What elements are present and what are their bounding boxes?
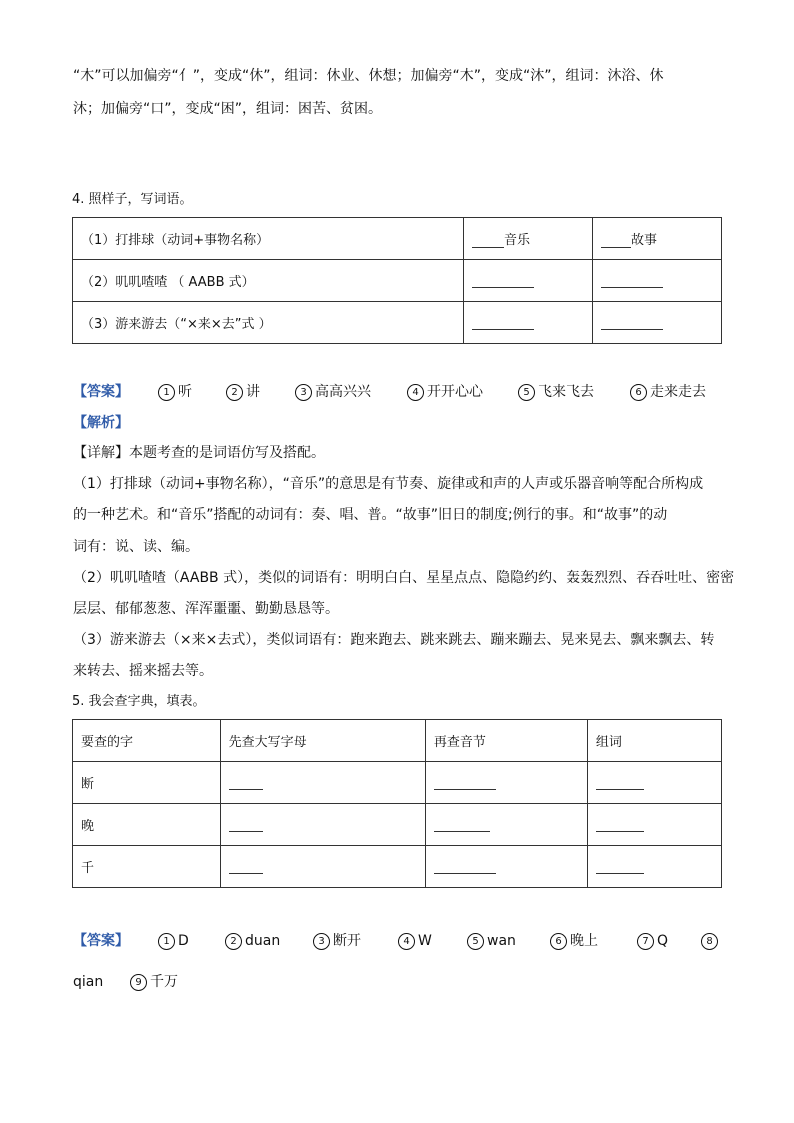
blank[interactable] bbox=[229, 775, 263, 790]
circle-number-icon: 8 bbox=[701, 933, 718, 950]
circle-number-icon: 4 bbox=[407, 384, 424, 401]
q5-cell bbox=[220, 762, 425, 804]
q5-answer-7 bbox=[637, 931, 668, 951]
blank[interactable] bbox=[229, 817, 263, 832]
q4-answer-4 bbox=[407, 382, 483, 402]
answer-text: 飞来飞去 bbox=[538, 384, 594, 400]
q4-row-3-cell-2 bbox=[593, 302, 722, 344]
q4-answer-3 bbox=[295, 382, 371, 402]
blank[interactable] bbox=[601, 273, 663, 288]
circle-number-icon: 6 bbox=[550, 933, 567, 950]
q4-row-1-cell-1 bbox=[464, 218, 593, 260]
q5-title: 5. 我会查字典，填表。 bbox=[72, 694, 206, 709]
q4-row-2-cell-1 bbox=[464, 260, 593, 302]
answer-text: 晚上 bbox=[570, 933, 598, 949]
q5-row bbox=[73, 804, 722, 846]
answer-text: D bbox=[178, 933, 189, 949]
q4-answer-5 bbox=[518, 382, 594, 402]
answer-text: 听 bbox=[178, 384, 192, 400]
answer-text: 走来走去 bbox=[650, 384, 706, 400]
circle-number-icon: 5 bbox=[467, 933, 484, 950]
q5-header-cell: 再查音节 bbox=[425, 720, 587, 762]
blank[interactable] bbox=[472, 315, 534, 330]
q4-row-3-label: （3）游来游去（“×来×去”式 ） bbox=[73, 302, 464, 344]
circle-number-icon: 1 bbox=[158, 933, 175, 950]
q5-cell bbox=[587, 762, 721, 804]
blank[interactable] bbox=[596, 859, 644, 874]
blank[interactable] bbox=[601, 233, 631, 248]
blank[interactable] bbox=[472, 233, 504, 248]
q4-row-3 bbox=[73, 302, 722, 344]
blank[interactable] bbox=[596, 817, 644, 832]
q5-header-row bbox=[73, 720, 722, 762]
blank[interactable] bbox=[434, 817, 490, 832]
circle-number-icon: 7 bbox=[637, 933, 654, 950]
answer-text: wan bbox=[487, 933, 516, 949]
blank[interactable] bbox=[229, 859, 263, 874]
q5-cell bbox=[587, 804, 721, 846]
q5-char: 晚 bbox=[73, 804, 221, 846]
detail-line: （3）游来游去（×来×去式），类似词语有：跑来跑去、跳来跳去、蹦来蹦去、晃来晃去、飘来飘去、转 bbox=[73, 632, 715, 648]
q4-answer-line bbox=[73, 382, 733, 404]
blank[interactable] bbox=[596, 775, 644, 790]
detail-line: （2）叽叽喳喳（AABB 式），类似的词语有：明明白白、星星点点、隐隐约约、轰轰烈烈、吞吞吐吐、密密 bbox=[73, 570, 735, 586]
detail-line: 的一种艺术。和“音乐”搭配的动词有：奏、唱、普。“故事”旧日的制度;例行的事。和“故事”的动 bbox=[73, 507, 668, 523]
q5-header-cell: 组词 bbox=[587, 720, 721, 762]
q5-cell bbox=[425, 762, 587, 804]
answer-text: 开开心心 bbox=[427, 384, 483, 400]
q4-row-2-label: （2）叽叽喳喳 （ AABB 式） bbox=[73, 260, 464, 302]
q5-answer-6 bbox=[550, 931, 598, 951]
q5-answer-3 bbox=[313, 931, 361, 951]
circle-number-icon: 1 bbox=[158, 384, 175, 401]
q5-answer-5 bbox=[467, 931, 516, 951]
circle-number-icon: 4 bbox=[398, 933, 415, 950]
detail-line: 来转去、摇来摇去等。 bbox=[73, 663, 213, 679]
answer-text: Q bbox=[657, 933, 669, 949]
q5-answer-4 bbox=[398, 931, 432, 951]
q4-row-1-label: （1）打排球（动词+事物名称） bbox=[73, 218, 464, 260]
q5-cell bbox=[425, 804, 587, 846]
blank[interactable] bbox=[601, 315, 663, 330]
q5-header-cell: 要查的字 bbox=[73, 720, 221, 762]
q5-header-cell: 先查大写字母 bbox=[220, 720, 425, 762]
intro-line-1: “木”可以加偏旁“亻”，变成“休”，组词：休业、休想；加偏旁“木”，变成“沐”，组词：沐浴、休 bbox=[73, 68, 664, 84]
detail-line: 层层、郁郁葱葱、浑浑噩噩、勤勤恳恳等。 bbox=[73, 601, 339, 617]
circle-number-icon: 2 bbox=[226, 384, 243, 401]
answer-text: 讲 bbox=[246, 384, 260, 400]
q5-table bbox=[72, 719, 722, 888]
detail-line: 词有：说、读、编。 bbox=[73, 539, 199, 555]
circle-number-icon: 9 bbox=[130, 974, 147, 991]
q4-title: 4. 照样子，写词语。 bbox=[72, 192, 193, 207]
circle-number-icon: 6 bbox=[630, 384, 647, 401]
q4-row-2 bbox=[73, 260, 722, 302]
circle-number-icon: 5 bbox=[518, 384, 535, 401]
q4-answer-1 bbox=[158, 382, 192, 402]
q4-row-1-word-1: 音乐 bbox=[504, 233, 531, 248]
circle-number-icon: 2 bbox=[225, 933, 242, 950]
q5-cell bbox=[220, 804, 425, 846]
q5-answer-line-2 bbox=[73, 972, 373, 994]
q5-row bbox=[73, 762, 722, 804]
q5-row bbox=[73, 846, 722, 888]
q4-row-1-word-2: 故事 bbox=[631, 233, 658, 248]
q4-row-3-cell-1 bbox=[464, 302, 593, 344]
q5-answer-8-text: qian bbox=[73, 974, 104, 990]
q5-cell bbox=[220, 846, 425, 888]
q5-char: 断 bbox=[73, 762, 221, 804]
blank[interactable] bbox=[434, 775, 496, 790]
q5-answer-2 bbox=[225, 931, 280, 951]
q5-answer-line bbox=[73, 931, 733, 953]
answer-text: 断开 bbox=[333, 933, 361, 949]
intro-line-2: 沐；加偏旁“口”，变成“困”，组词：困苦、贫困。 bbox=[73, 101, 383, 117]
q4-row-1 bbox=[73, 218, 722, 260]
circle-number-icon: 3 bbox=[295, 384, 312, 401]
answer-text: duan bbox=[245, 933, 281, 949]
answer-text: 千万 bbox=[150, 974, 178, 990]
q5-answer-8 bbox=[701, 931, 721, 951]
answer-text: 高高兴兴 bbox=[315, 384, 371, 400]
detail-line: （1）打排球（动词+事物名称），“音乐”的意思是有节奏、旋律或和声的人声或乐器音响等配合所构成 bbox=[73, 476, 704, 492]
q4-answer-2 bbox=[226, 382, 260, 402]
circle-number-icon: 3 bbox=[313, 933, 330, 950]
q5-char: 千 bbox=[73, 846, 221, 888]
q4-table bbox=[72, 217, 722, 344]
q4-answer-6 bbox=[630, 382, 706, 402]
detail-line: 【详解】本题考查的是词语仿写及搭配。 bbox=[73, 445, 325, 461]
analysis-tag: 【解析】 bbox=[73, 415, 129, 431]
q5-answer-1 bbox=[158, 931, 189, 951]
q5-cell bbox=[425, 846, 587, 888]
q5-cell bbox=[587, 846, 721, 888]
q5-answer-9 bbox=[130, 972, 178, 992]
answer-text: W bbox=[418, 933, 432, 949]
blank[interactable] bbox=[472, 273, 534, 288]
answer-tag: 【答案】 bbox=[73, 933, 129, 949]
answer-tag: 【答案】 bbox=[73, 384, 129, 400]
q4-row-1-cell-2 bbox=[593, 218, 722, 260]
blank[interactable] bbox=[434, 859, 496, 874]
q4-row-2-cell-2 bbox=[593, 260, 722, 302]
